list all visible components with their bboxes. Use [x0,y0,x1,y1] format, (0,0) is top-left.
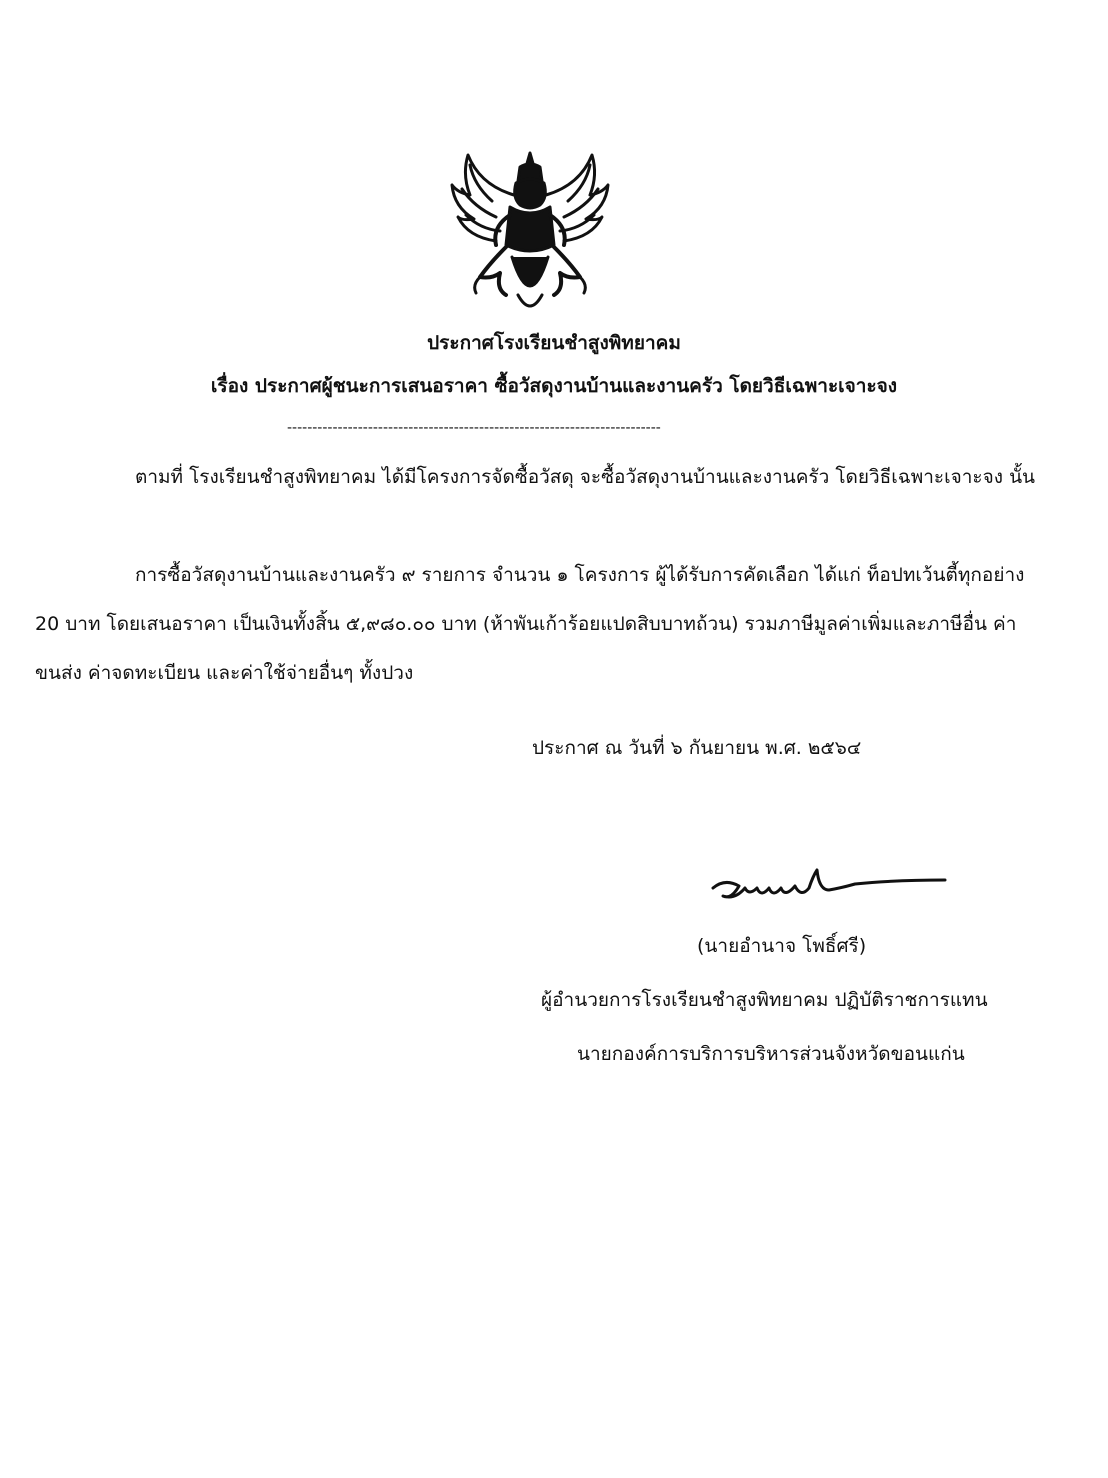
document-subject: เรื่อง ประกาศผู้ชนะการเสนอราคา ซื้อวัสดุงานบ้านและงานครัว โดยวิธีเฉพาะเจาะจง [210,375,898,397]
signer-position-line-2: นายกองค์การบริการบริหารส่วนจังหวัดขอนแก่น [577,1043,965,1065]
divider: -------------------------------------------------------------------------- [287,420,661,436]
garuda-emblem-icon [440,145,620,320]
document-title: ประกาศโรงเรียนชำสูงพิทยาคม [427,332,681,354]
body-paragraph-1: ตามที่ โรงเรียนชำสูงพิทยาคม ได้มีโครงการจัดซื้อวัสดุ จะซื้อวัสดุงานบ้านและงานครัว โดยวิธีเฉพาะเจาะจง นั้น [135,466,1036,488]
signer-position-line-1: ผู้อำนวยการโรงเรียนชำสูงพิทยาคม ปฏิบัติราชการแทน [541,989,988,1011]
signer-name: (นายอำนาจ โพธิ์ศรี) [697,935,867,957]
announcement-date: ประกาศ ณ วันที่ ๖ กันยายน พ.ศ. ๒๕๖๔ [532,737,862,759]
body-paragraph-2: การซื้อวัสดุงานบ้านและงานครัว ๙ รายการ จำนวน ๑ โครงการ ผู้ได้รับการคัดเลือก ได้แก่ ท็อปทเว้นตี้ทุกอย่าง 20 บาท โดยเสนอราคา เป็นเงินทั้งสิ้น ๕,๙๘๐.๐๐ บาท (ห้าพันเก้าร้อยแปดสิบบาทถ้วน) รวมภาษีมูลค่าเพิ่มและภาษีอื่น ค่าขนส่ง ค่าจดทะเบียน และค่าใช้จ่ายอื่นๆ ทั้งปวง [35,564,1025,684]
signature-icon [705,858,950,908]
